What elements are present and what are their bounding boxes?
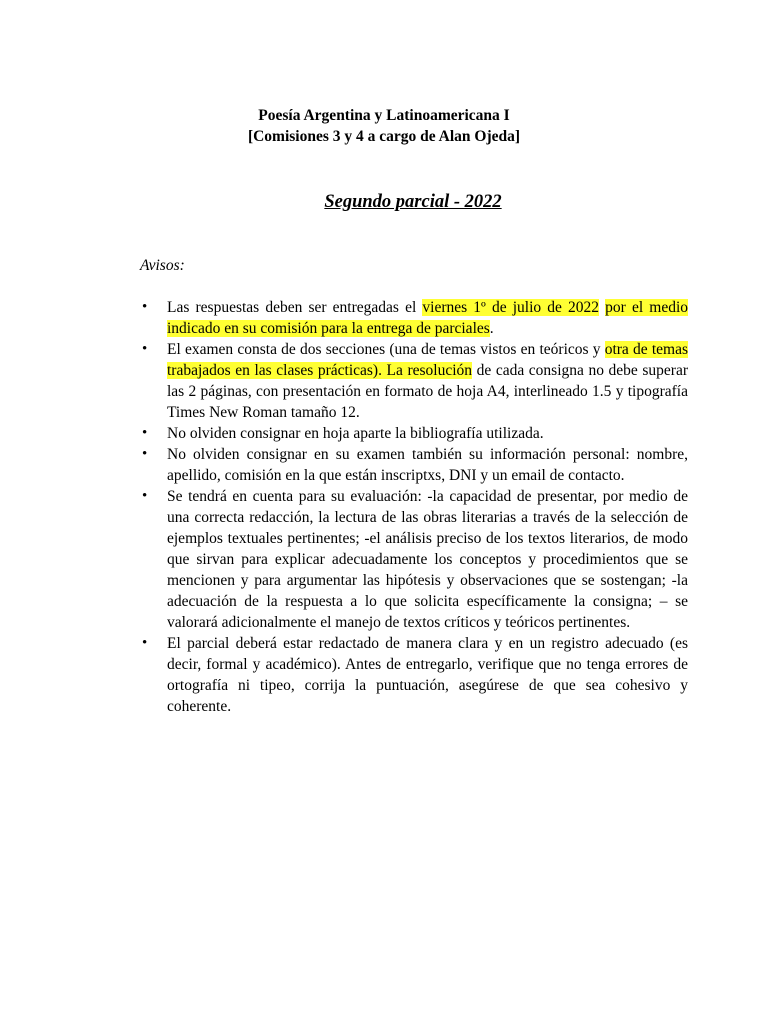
notice-text: Se tendrá en cuenta para su evaluación: -la capacidad de presentar, por medio de una correcta redacción, la lectura de las obras literarias a través de la selección de ejemplos textuales pertinentes; -el análisis preciso de los textos literarios, de modo que sirvan para explicar adecuadamente los conceptos y procedimientos que se mencionen y para argumentar las hipótesis y observaciones que se sostengan; -la adecuación de la respuesta a lo que solicita específicamente la consigna; – se valorará adicionalmente el manejo de textos críticos y teóricos pertinentes. (167, 488, 688, 631)
bullet-icon: • (142, 635, 148, 651)
notice-item (140, 339, 688, 423)
highlighted-text: viernes 1º de julio de 2022 (422, 299, 600, 316)
notice-text: El examen consta de dos secciones (una de temas vistos en teóricos y (167, 341, 605, 358)
commission-line: [Comisiones 3 y 4 a cargo de Alan Ojeda] (247, 128, 521, 145)
notice-item (140, 633, 688, 717)
avisos-label: Avisos: (140, 257, 185, 274)
bullet-icon: • (142, 446, 148, 462)
notice-text: No olviden consignar en hoja aparte la bibliografía utilizada. (167, 425, 544, 442)
bullet-icon: • (142, 488, 148, 504)
notice-item (140, 486, 688, 633)
notice-text: Las respuestas deben ser entregadas el (167, 299, 423, 316)
notice-text: de cada consigna no debe superar las 2 páginas, con presentación en formato de hoja A4, interlineado 1.5 y tipografía Times New Roman tamaño 12. (167, 362, 688, 421)
notice-text: No olviden consignar en su examen también su información personal: nombre, apellido, comisión en la que están inscriptxs, DNI y un email de contacto. (167, 446, 688, 484)
course-title: Poesía Argentina y Latinoamericana I (258, 107, 510, 124)
notice-item (140, 444, 688, 486)
highlighted-text: por el medio indicado en su comisión para la entrega de parciales (167, 299, 689, 337)
highlighted-text: otra de temas trabajados en las clases prácticas). La resolución (167, 341, 688, 379)
bullet-icon: • (142, 299, 148, 315)
notice-item (140, 423, 688, 444)
notice-list (140, 297, 688, 717)
bullet-icon: • (142, 425, 148, 441)
notice-item (140, 297, 688, 339)
document-header (0, 105, 768, 147)
notice-text: . (489, 320, 494, 337)
bullet-icon: • (142, 341, 148, 357)
notice-text: El parcial deberá estar redactado de manera clara y en un registro adecuado (es decir, formal y académico). Antes de entregarlo, verifique que no tenga errores de ortografía ni tipeo, corrija la puntuación, asegúrese de que sea cohesivo y coherente. (167, 635, 688, 715)
exam-title: Segundo parcial - 2022 (324, 192, 502, 212)
